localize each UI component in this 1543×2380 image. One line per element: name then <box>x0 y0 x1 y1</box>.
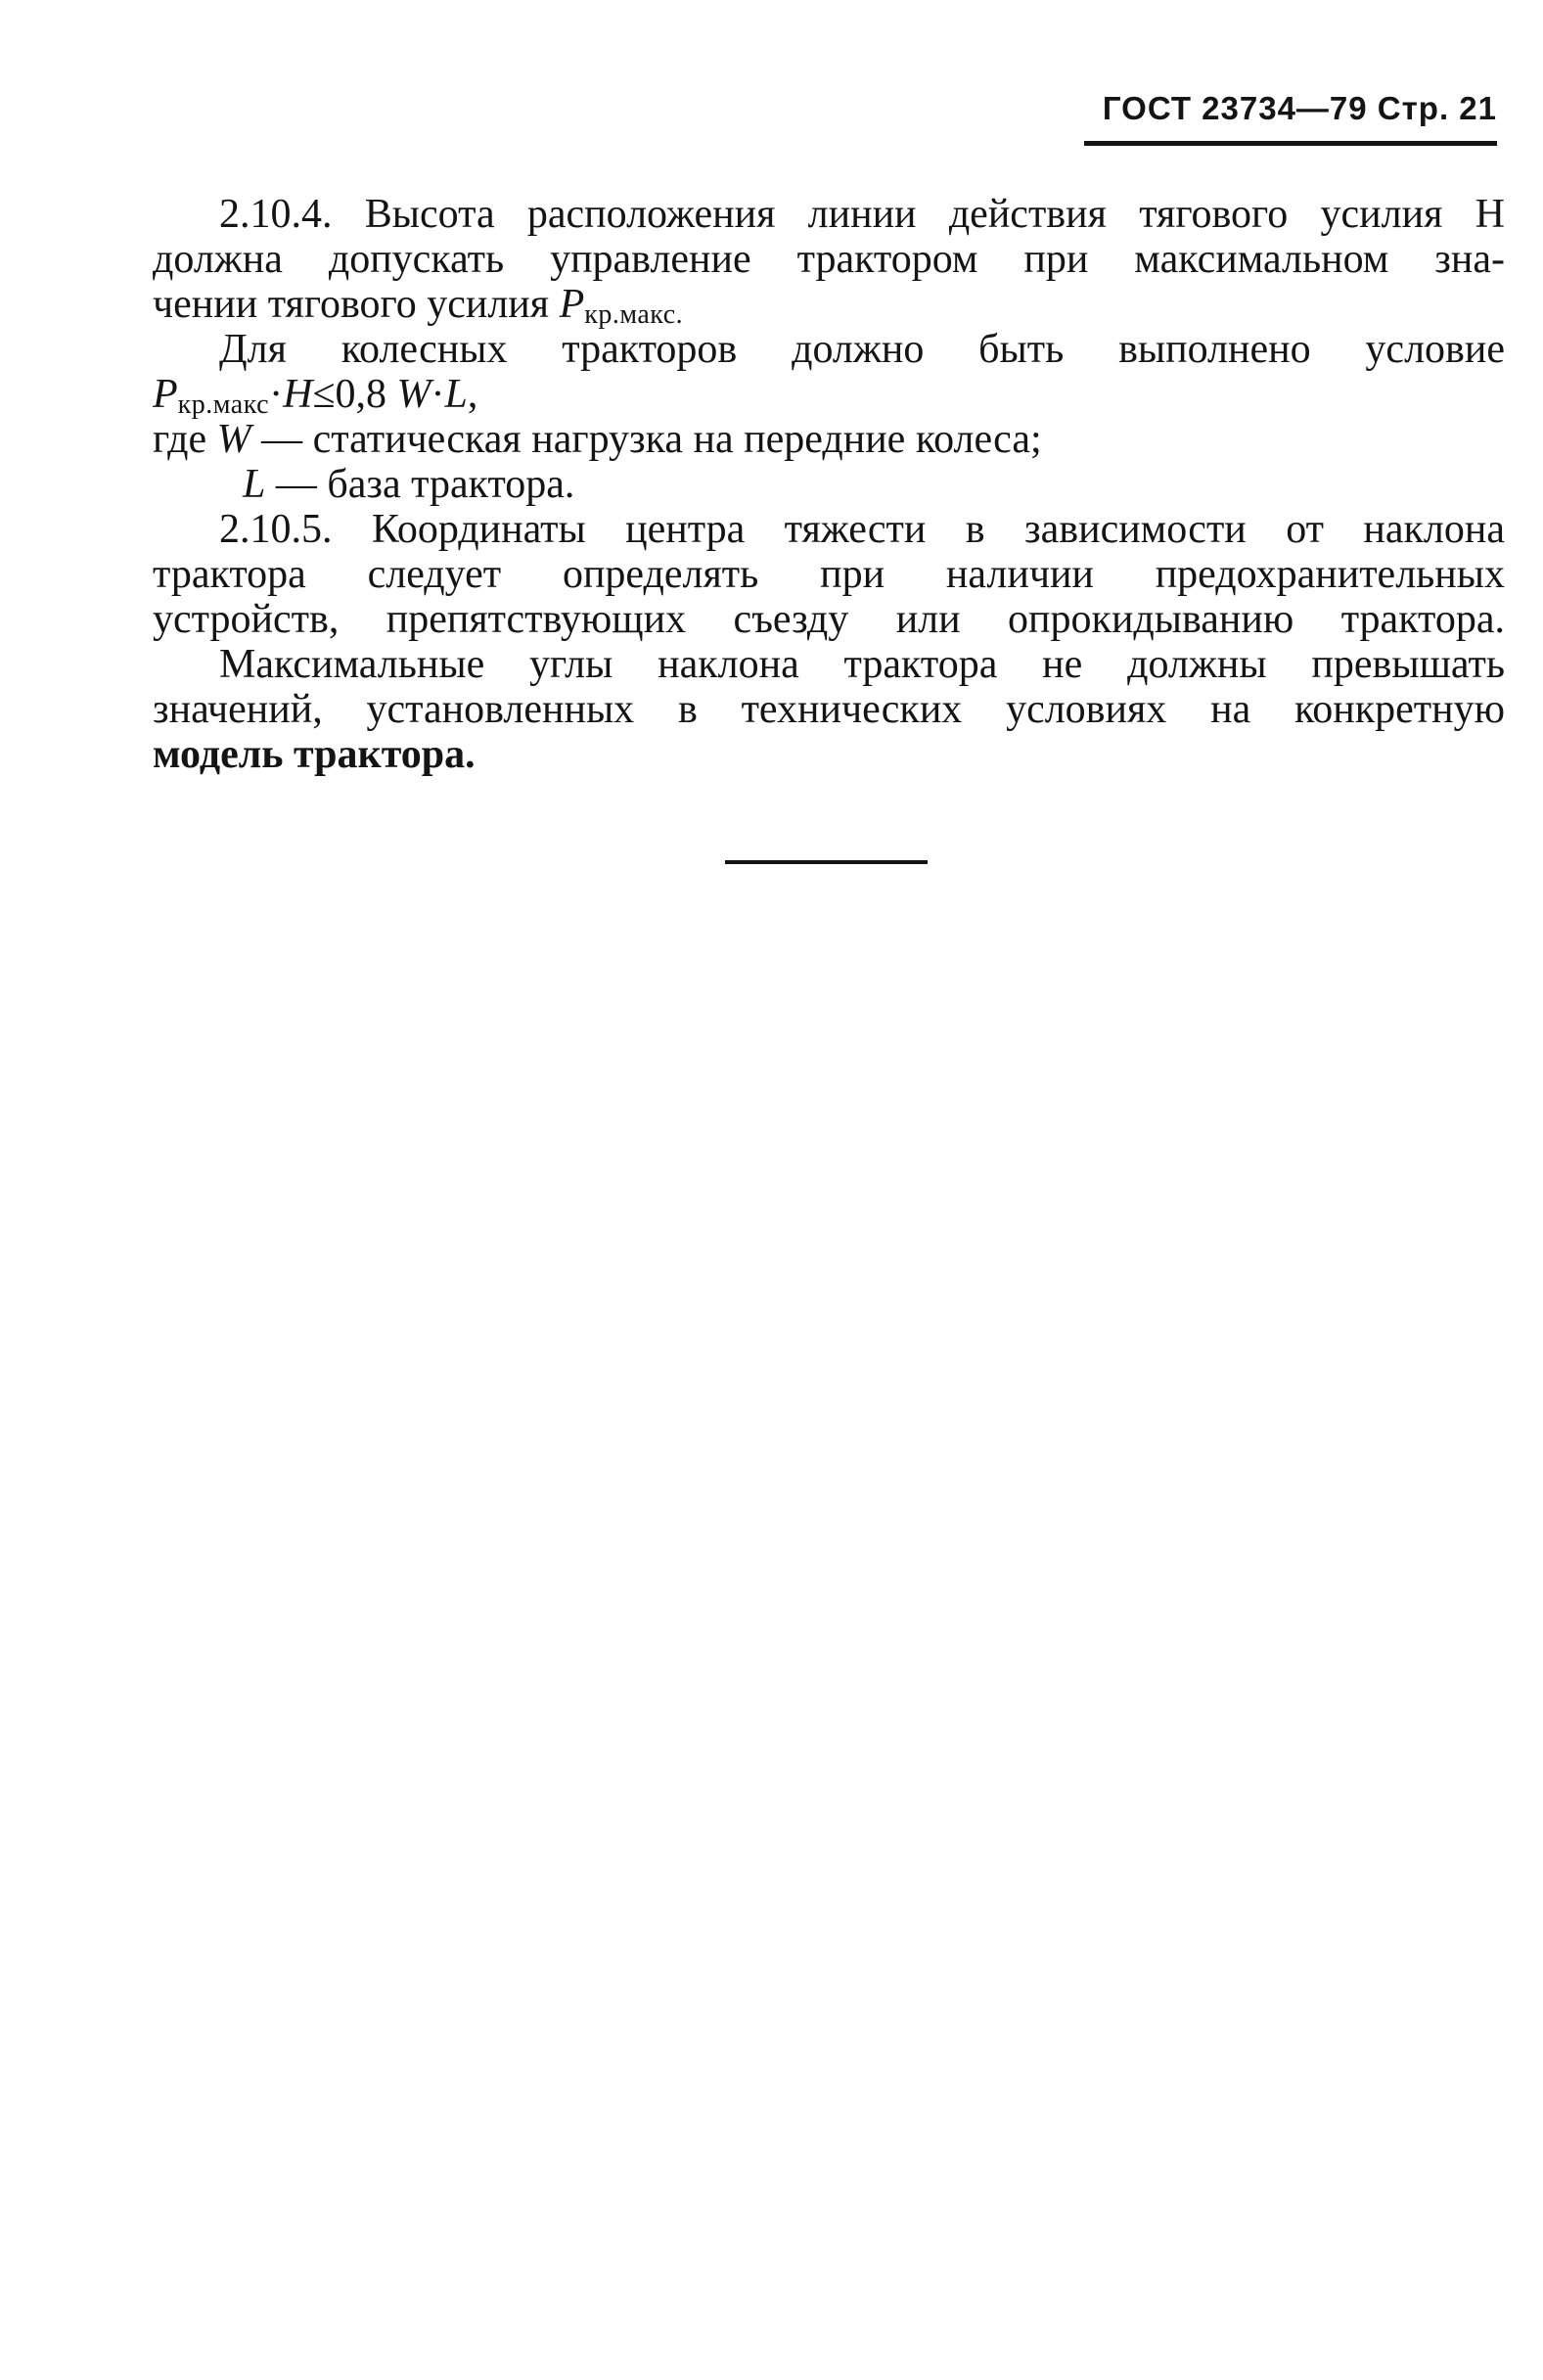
clause-2-10-4-line-3 <box>153 282 1505 330</box>
clause-2-10-5-line-4: Максимальные углы наклона трактора не должны превышать <box>219 642 1505 687</box>
formula-var-h: H <box>283 372 313 417</box>
where-w-definition <box>153 417 1505 462</box>
clause-2-10-4-line-1: 2.10.4. Высота расположения линии действия тягового усилия Н <box>219 192 1505 237</box>
formula-relation: ≤0,8 <box>312 372 397 417</box>
where-var-w: W <box>216 417 251 462</box>
line-3-text: чении тягового усилия <box>153 282 560 327</box>
clause-2-10-5-line-6: модель трактора. <box>153 732 476 777</box>
clause-2-10-4-line-2: должна допускать управление трактором при максимальном зна- <box>153 237 1505 282</box>
where-prefix: где <box>153 417 217 462</box>
clause-2-10-5-line-1: 2.10.5. Координаты центра тяжести в зависимости от наклона <box>219 507 1505 552</box>
period: . <box>675 299 684 330</box>
header-rule <box>1084 141 1497 146</box>
clause-2-10-4-line-4: Для колесных тракторов должно быть выполнено условие <box>219 327 1505 372</box>
var-p: P <box>559 282 585 327</box>
where-l-definition <box>153 462 1505 507</box>
formula-end: , <box>467 372 478 417</box>
where-w-text: — статическая нагрузка на передние колеса; <box>250 417 1042 462</box>
where-var-l: L <box>243 462 266 507</box>
formula-var-w: W <box>396 372 431 417</box>
where-l-text: — база трактора. <box>265 462 575 507</box>
end-of-section-rule <box>725 860 928 864</box>
condition-formula <box>153 372 1505 420</box>
clause-2-10-5-line-2: трактора следует определять при наличии предохранительных <box>153 552 1505 597</box>
formula-subscript: кр.макс <box>177 389 270 420</box>
formula-var-p: P <box>153 372 178 417</box>
document-body <box>153 192 1505 777</box>
formula-dot-1: · <box>269 372 284 417</box>
clause-2-10-5-line-3: устройств, препятствующих съезду или опрокидыванию трактора. <box>153 597 1505 642</box>
clause-2-10-5-line-5: значений, установленных в технических условиях на конкретную <box>153 687 1505 732</box>
formula-dot-2: · <box>431 372 445 417</box>
page-header: ГОСТ 23734—79 Стр. 21 <box>1102 90 1497 126</box>
formula-var-l: L <box>444 372 468 417</box>
subscript-kr-maks: кр.макс <box>584 299 676 330</box>
